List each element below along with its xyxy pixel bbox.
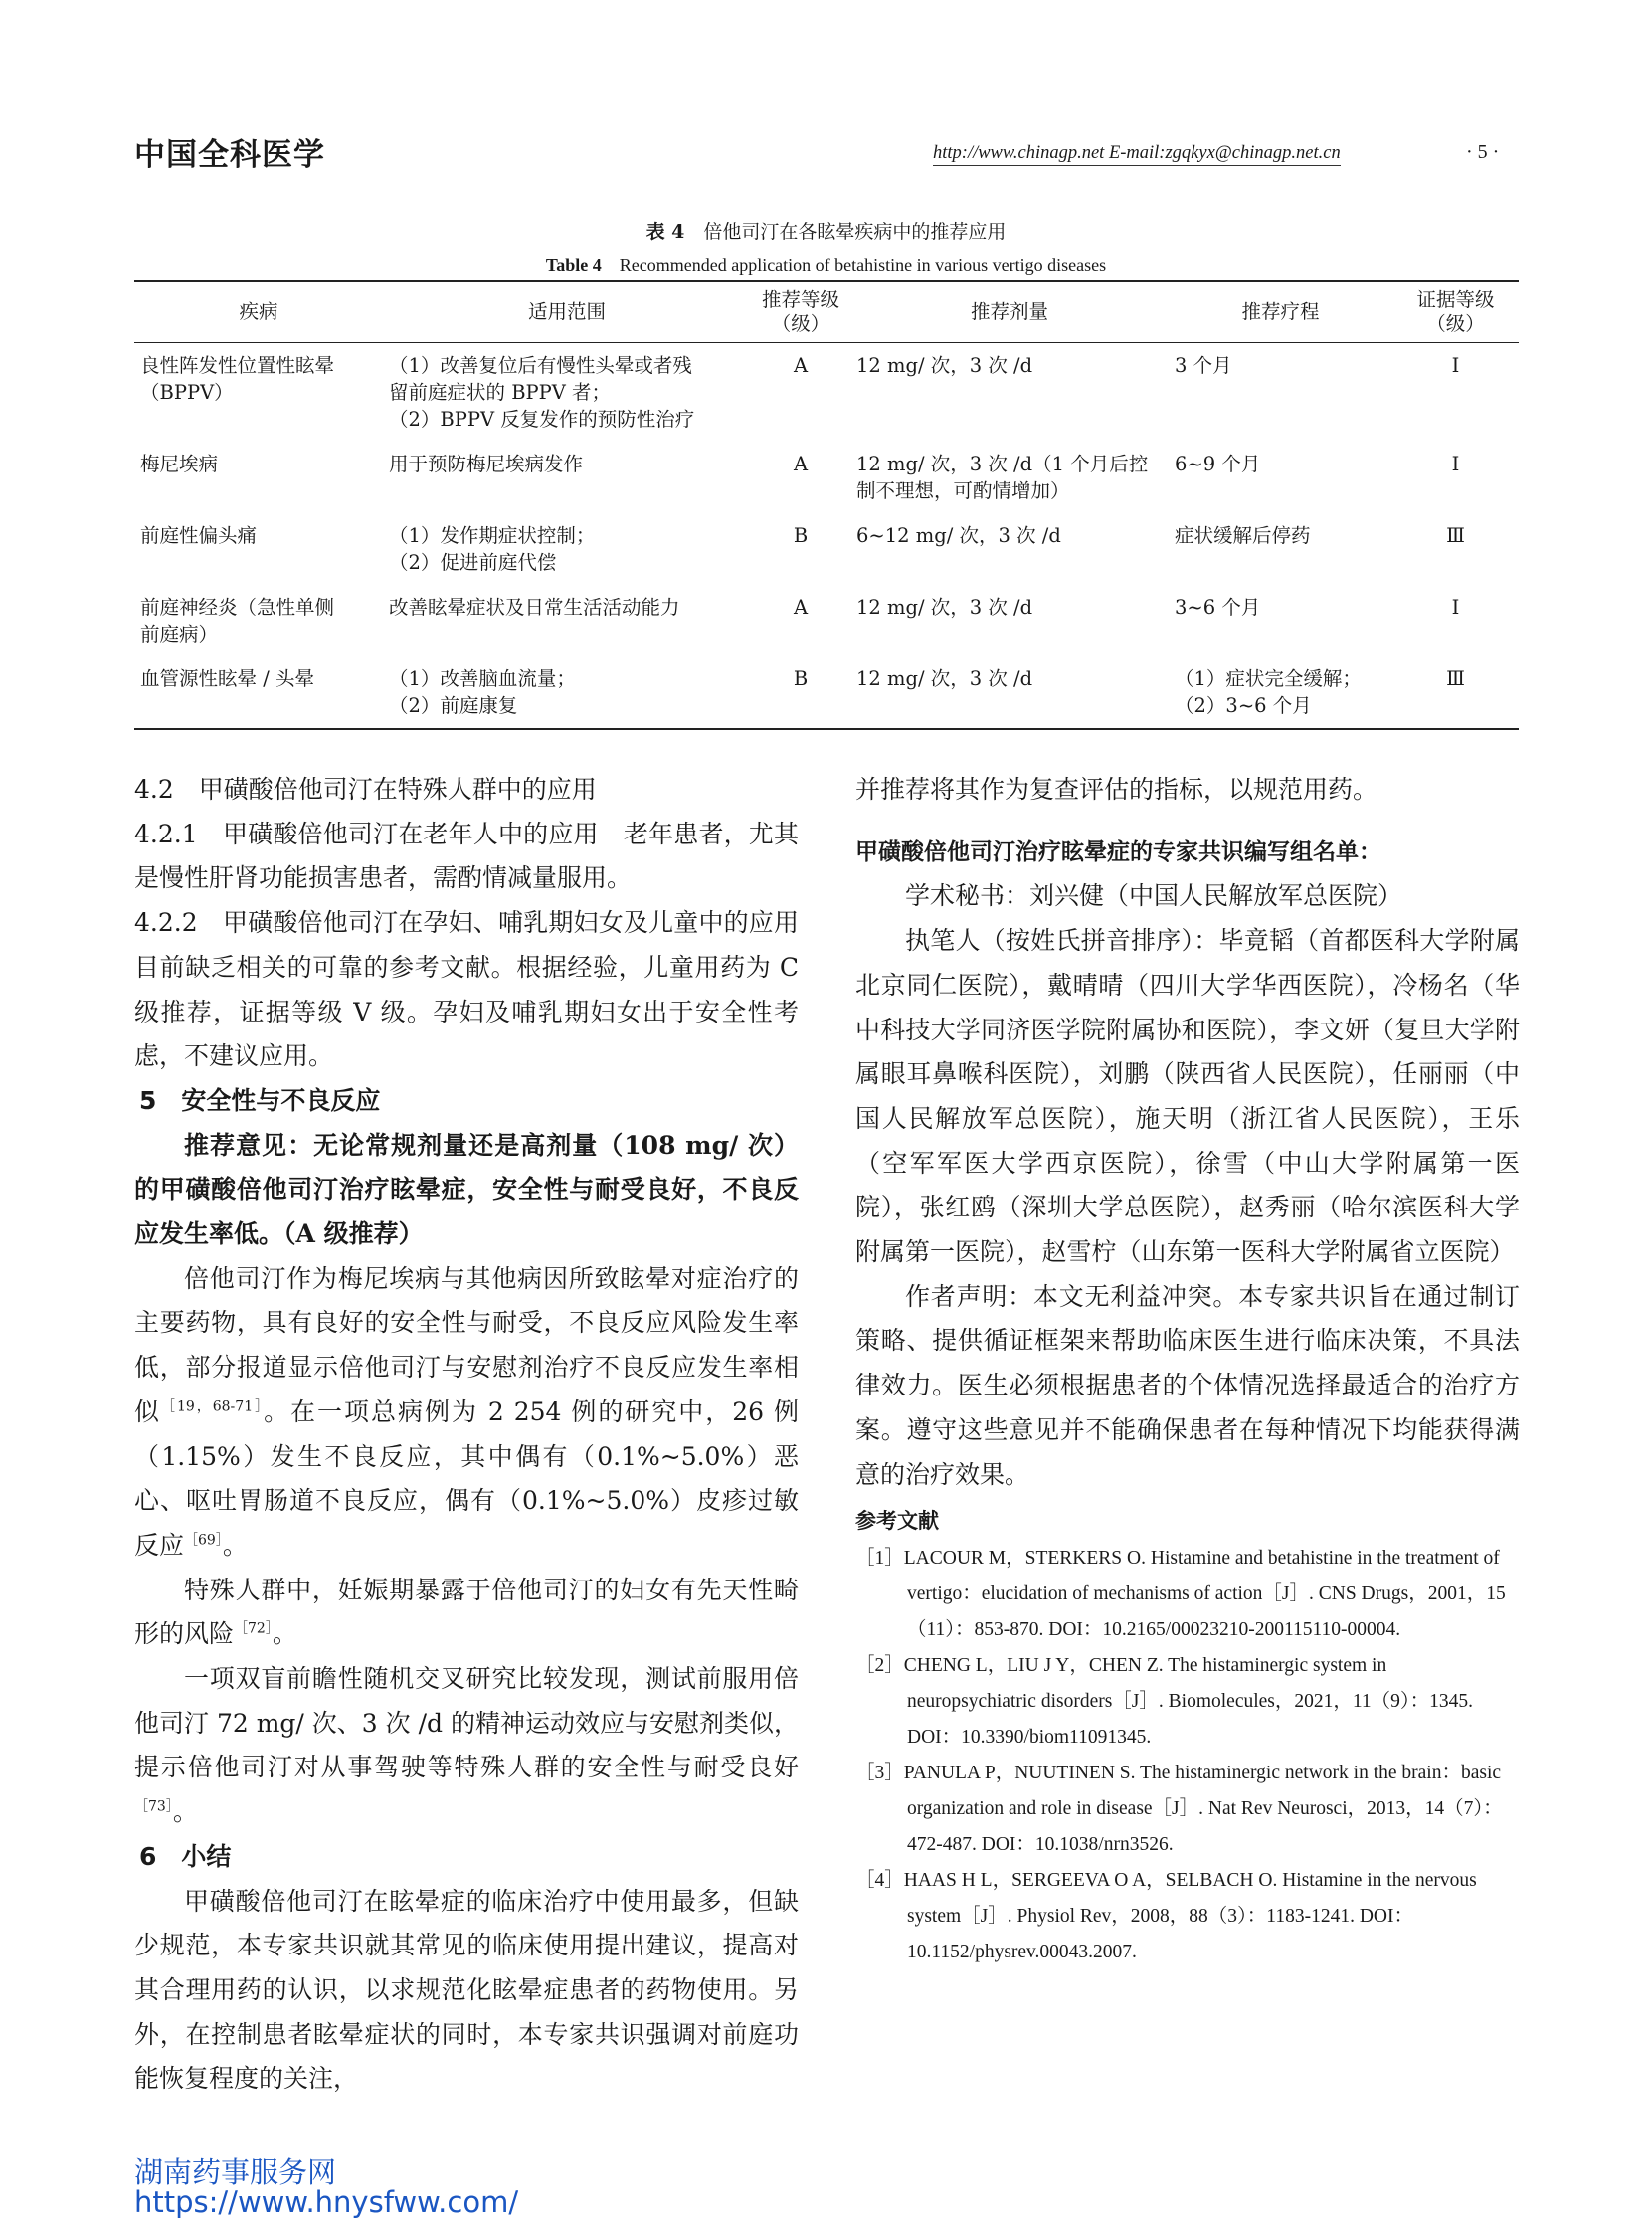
table-cell: B [751, 656, 850, 729]
reference-item: ［3］PANULA P，NUUTINEN S. The histaminergic network in the brain：basic organization and role in disease［J］. Nat Rev Neurosci，2013，14（7）：472-487. DOI：10.1038/nrn3526. [855, 1763, 1503, 1856]
table-header-row [134, 281, 1519, 343]
table-header-cell: 推荐剂量 [850, 281, 1169, 343]
table-cell: 症状缓解后停药 [1175, 524, 1311, 547]
table-cell: Ⅲ [1446, 524, 1465, 547]
table-cell: 12 mg/ 次，3 次 /d（1 个月后控 制不理想，可酌情增加） [856, 453, 1149, 502]
table-row [134, 656, 1519, 729]
table-cell: A [793, 354, 809, 377]
text-run: 倍他司汀作为梅尼埃病与其他病因所致眩晕对症治疗的主要药物，具有良好的安全性与耐受，不良反应风险发生率低，部分报道显示倍他司汀与安慰剂治疗不良反应发生率相似 [134, 1263, 799, 1426]
table-cell: 梅尼埃病 [140, 453, 219, 475]
left-column [134, 768, 825, 2102]
recommendation-text: 推荐意见：无论常规剂量还是高剂量（108 mg/ 次）的甲磺酸倍他司汀治疗眩晕症，安全性与耐受良好，不良反应发生率低。（A 级推荐） [134, 1130, 799, 1249]
author-declaration: 作者声明：本文无利益冲突。本专家共识旨在通过制订策略、提供循证框架来帮助临床医生进行临床决策，不具法律效力。医生必须根据患者的个体情况选择最适合的治疗方案。遵守这些意见并不能确保患者在每种情况下均能获得满意的治疗效果。 [855, 1281, 1520, 1489]
table-cell: （1）症状完全缓解； （2）3~6 个月 [1169, 656, 1392, 729]
table-cell: Ⅰ [1451, 453, 1460, 475]
table-row [134, 442, 1519, 513]
table-cell: A [793, 596, 809, 619]
table-label-en: Table 4 [545, 255, 602, 275]
writing-group-title: 甲磺酸倍他司汀治疗眩晕症的专家共识编写组名单： [855, 838, 1381, 865]
references-heading: 参考文献 [855, 1509, 939, 1534]
table-cell: 12 mg/ 次，3 次 /d [856, 354, 1033, 377]
table-cell: Ⅰ [1451, 596, 1460, 619]
table-header-cell: 适用范围 [383, 281, 751, 343]
table-cell: 6~9 个月 [1175, 453, 1261, 475]
academic-secretary: 学术秘书：刘兴健（中国人民解放军总医院） [905, 881, 1403, 911]
table-header-cell: 推荐等级 （级） [751, 281, 850, 343]
table-cell: 良性阵发性位置性眩晕 （BPPV） [140, 354, 335, 404]
table-cell: 前庭神经炎（急性单侧 前庭病） [140, 596, 335, 646]
section-heading-6: 6 小结 [139, 1841, 232, 1871]
text-run: 特殊人群中，妊娠期暴露于倍他司汀的妇女有先天性畸形的风险 [134, 1575, 799, 1649]
table-cell: （1）改善复位后有慢性头晕或者残 留前庭症状的 BPPV 者； （2）BPPV 反复发作的预防性治疗 [389, 354, 695, 431]
watermark-site-link[interactable]: https://www.hnysfww.com/ [134, 2185, 519, 2219]
table-cell: 前庭性偏头痛 [140, 524, 258, 547]
body-paragraph [134, 1257, 799, 1569]
table-cell: 3 个月 [1175, 354, 1232, 377]
text-run: 一项双盲前瞻性随机交叉研究比较发现，测试前服用倍他司汀 72 mg/ 次、3 次 /d 的精神运动效应与安慰剂类似，提示倍他司汀对从事驾驶等特殊人群的安全性与耐受良好 [134, 1664, 799, 1782]
table-cell: A [793, 453, 809, 475]
table-header-cell: 疾病 [134, 281, 383, 343]
paragraph-4-2-2: 4.2.2 甲磺酸倍他司汀在孕妇、哺乳期妇女及儿童中的应用 目前缺乏相关的可靠的参考文献。根据经验，儿童用药为 C 级推荐，证据等级 V 级。孕妇及哺乳期妇女出于安全性考虑，不建议应用。 [134, 908, 825, 1071]
journal-title: 中国全科医学 [134, 137, 325, 173]
text-run: 。 [222, 1530, 248, 1560]
reference-item: ［4］HAAS H L，SERGEEVA O A，SELBACH O. Histamine in the nervous system［J］. Physiol Rev，2008，88（3）：1183-1241. DOI：10.1152/physrev.00043.2007. [855, 1870, 1477, 1963]
table-cell: Ⅲ [1392, 656, 1519, 729]
right-column [855, 768, 1520, 1970]
writers-list: 执笔人（按姓氏拼音排序）：毕竟韬（首都医科大学附属北京同仁医院），戴晴晴（四川大学华西医院），冷杨名（华中科技大学同济医学院附属协和医院），李文妍（复旦大学附属眼耳鼻喉科医院），刘鹏（陕西省人民医院），任丽丽（中国人民解放军总医院），施天明（浙江省人民医院），王乐（空军军医大学西京医院），徐雪（中山大学附属第一医院），张红鸥（深圳大学总医院），赵秀丽（哈尔滨医科大学附属第一医院），赵雪柠（山东第一医科大学附属省立医院） [855, 926, 1520, 1267]
table-cell: 12 mg/ 次，3 次 /d [850, 656, 1169, 729]
table-cell: 改善眩晕症状及日常生活活动能力 [389, 596, 680, 619]
section-heading-5: 5 安全性与不良反应 [139, 1085, 381, 1115]
table-row [134, 513, 1519, 585]
table-title-cn: 倍他司汀在各眩晕疾病中的推荐应用 [703, 221, 1007, 243]
page-number: · 5 · [1466, 141, 1500, 163]
text-run: 。 [272, 1619, 297, 1649]
table-cell: B [793, 524, 809, 547]
reference-item: ［2］CHENG L，LIU J Y，CHEN Z. The histaminergic system in neuropsychiatric disorders［J］. Biomolecules，2021，11（9）：1345. DOI：10.3390/biom11091345. [855, 1655, 1474, 1749]
watermark-site-name: 湖南药事服务网 [134, 2155, 337, 2189]
table-row [134, 585, 1519, 656]
table-cell: 12 mg/ 次，3 次 /d [856, 596, 1033, 619]
table-cell: （1）发作期症状控制； （2）促进前庭代偿 [389, 524, 596, 574]
table-title-en: Recommended application of betahistine in various vertigo diseases [619, 255, 1107, 275]
table-cell: 用于预防梅尼埃病发作 [389, 453, 584, 475]
section-heading-4-2: 4.2 甲磺酸倍他司汀在特殊人群中的应用 [134, 775, 597, 804]
table-caption-cn [0, 217, 1652, 244]
body-paragraph [134, 1569, 799, 1657]
citation-link[interactable]: ［73］ [134, 1798, 173, 1815]
table-cell: （1）改善脑血流量； （2）前庭康复 [383, 656, 751, 729]
table-header-cell: 证据等级 （级） [1392, 281, 1519, 343]
table-row [134, 343, 1519, 443]
table-caption-en [0, 251, 1652, 277]
table-cell: 6~12 mg/ 次，3 次 /d [856, 524, 1061, 547]
reference-item: ［1］LACOUR M，STERKERS O. Histamine and betahistine in the treatment of vertigo：elucidation of mechanisms of action［J］. CNS Drugs，2001，15（11）：853-870. DOI：10.2165/00023210-200115110-00004. [855, 1548, 1506, 1641]
continued-paragraph: 并推荐将其作为复查评估的指标，以规范用药。 [855, 775, 1378, 804]
body-paragraph: 甲磺酸倍他司汀在眩晕症的临床治疗中使用最多，但缺少规范，本专家共识就其常见的临床使用提出建议，提高对其合理用药的认识，以求规范化眩晕症患者的药物使用。另外，在控制患者眩晕症状的同时，本专家共识强调对前庭功能恢复程度的关注， [134, 1886, 799, 2094]
table-cell: Ⅰ [1451, 354, 1460, 377]
citation-link[interactable]: ［69］ [184, 1532, 223, 1549]
body-paragraph [134, 1657, 799, 1835]
table-header-cell: 推荐疗程 [1169, 281, 1392, 343]
paragraph-4-2-1: 4.2.1 甲磺酸倍他司汀在老年人中的应用 老年患者，尤其是慢性肝肾功能损害患者，需酌情减量服用。 [134, 819, 799, 893]
journal-contact-link[interactable]: http://www.chinagp.net E-mail:zgqkyx@chinagp.net.cn [933, 143, 1341, 166]
table-label-cn: 表 4 [645, 221, 685, 243]
recommendation-table [134, 280, 1519, 730]
text-run: 。在一项总病例为 2 254 例的研究中，26 例（1.15%）发生不良反应，其中偶有（0.1%~5.0%）恶心、呕吐胃肠道不良反应，偶有（0.1%~5.0%）皮疹过敏反应 [134, 1396, 799, 1560]
table-cell: 3~6 个月 [1175, 596, 1261, 619]
text-run: 。 [172, 1797, 198, 1827]
citation-link[interactable]: ［72］ [234, 1621, 273, 1638]
table-cell: 血管源性眩晕 / 头晕 [134, 656, 383, 729]
citation-link[interactable]: ［19，68-71］ [160, 1398, 265, 1415]
